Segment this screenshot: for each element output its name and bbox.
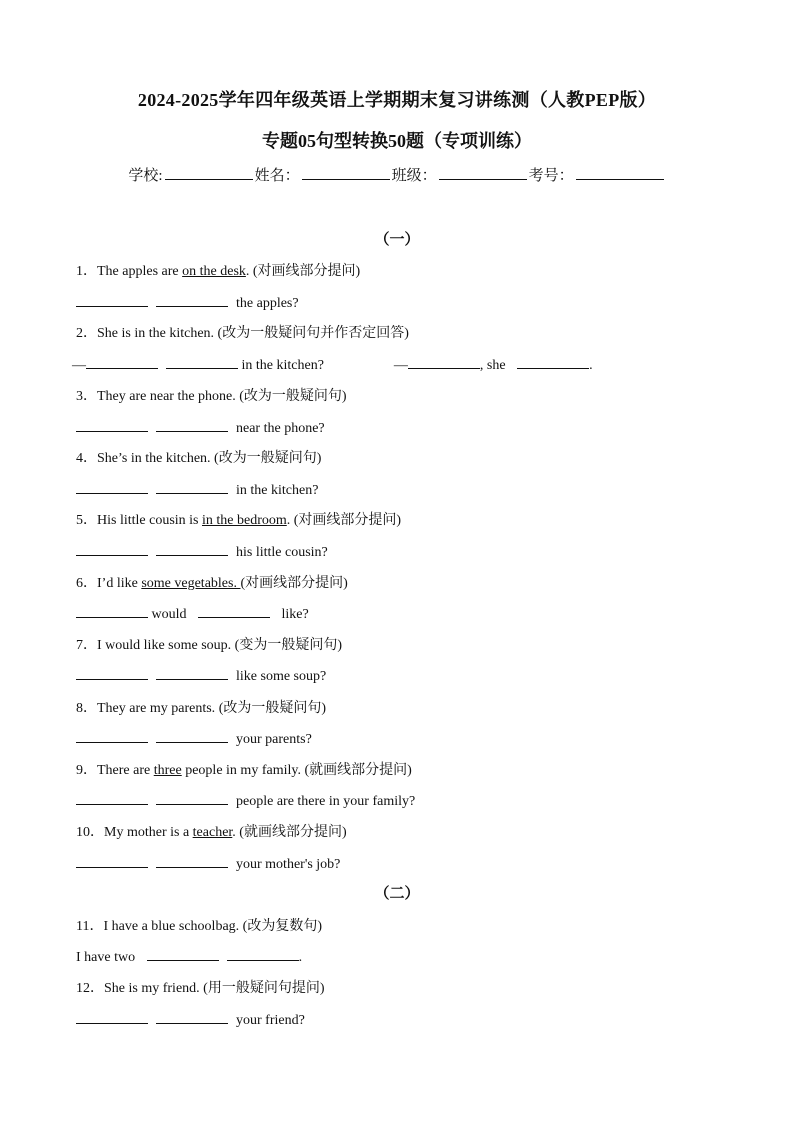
question-5: 5．His little cousin is in the bedroom. (对画线部分提问) [76, 513, 402, 528]
answer-line-5: his little cousin? [76, 541, 328, 561]
instruction: (对画线部分提问) [293, 513, 402, 528]
question-9: 9．There are three people in my family. (就画线部分提问) [76, 763, 412, 778]
answer-line-2: — in the kitchen? — , she . [72, 354, 593, 374]
answer-blank[interactable] [76, 417, 148, 432]
instruction: (改为一般疑问句) [239, 389, 347, 404]
answer-blank[interactable] [76, 603, 148, 618]
worksheet-subtitle: 专题05句型转换50题（专项训练） [262, 131, 532, 151]
answer-blank[interactable] [198, 603, 270, 618]
number-blank[interactable] [576, 165, 664, 180]
answer-line-6: would like? [76, 603, 309, 623]
instruction: (对画线部分提问) [240, 576, 348, 591]
answer-blank[interactable] [517, 354, 589, 369]
underlined-phrase: on the desk [182, 264, 246, 279]
school-label: 学校: [128, 168, 163, 184]
name-blank[interactable] [302, 165, 390, 180]
answer-blank[interactable] [156, 728, 228, 743]
answer-blank[interactable] [76, 292, 148, 307]
answer-blank[interactable] [86, 354, 158, 369]
class-label: 班级： [391, 168, 437, 184]
instruction: (对画线部分提问) [252, 264, 361, 279]
answer-blank[interactable] [227, 946, 299, 961]
question-12: 12．She is my friend. (用一般疑问句提问) [76, 981, 325, 996]
answer-blank[interactable] [76, 853, 148, 868]
answer-line-8: your parents? [76, 728, 312, 748]
instruction: (就画线部分提问) [239, 825, 347, 840]
answer-line-4: in the kitchen? [76, 479, 318, 499]
instruction: (改为复数句) [242, 919, 322, 934]
underlined-phrase: teacher [192, 825, 233, 840]
instruction: (就画线部分提问) [304, 763, 412, 778]
student-info-row [0, 164, 794, 185]
class-blank[interactable] [439, 165, 527, 180]
instruction: (改为一般疑问句) [218, 701, 327, 716]
answer-blank[interactable] [156, 479, 228, 494]
question-8: 8．They are my parents. (改为一般疑问句) [76, 701, 327, 716]
answer-blank[interactable] [156, 292, 228, 307]
answer-line-9: people are there in your family? [76, 790, 415, 810]
underlined-phrase: three [153, 763, 182, 778]
answer-line-12: your friend? [76, 1009, 305, 1029]
question-7: 7．I would like some soup. (变为一般疑问句) [76, 638, 342, 653]
answer-blank[interactable] [156, 417, 228, 432]
answer-line-7: like some soup? [76, 665, 326, 685]
question-2: 2．She is in the kitchen. (改为一般疑问句并作否定回答) [76, 326, 409, 341]
instruction: (改为一般疑问句并作否定回答) [217, 326, 409, 341]
answer-blank[interactable] [147, 946, 219, 961]
answer-blank[interactable] [156, 790, 228, 805]
answer-blank[interactable] [166, 354, 238, 369]
instruction: (用一般疑问句提问) [203, 981, 325, 996]
underlined-phrase: some vegetables. [141, 576, 241, 591]
answer-line-3: near the phone? [76, 417, 325, 437]
answer-line-1: the apples? [76, 292, 299, 312]
answer-blank[interactable] [156, 1009, 228, 1024]
question-1: 1．The apples are on the desk. (对画线部分提问) [76, 264, 361, 279]
instruction: (改为一般疑问句) [214, 451, 322, 466]
answer-blank[interactable] [76, 790, 148, 805]
instruction: (变为一般疑问句) [234, 638, 342, 653]
section-heading-2: （二） [374, 886, 420, 902]
question-10: 10．My mother is a teacher. (就画线部分提问) [76, 825, 347, 840]
answer-blank[interactable] [76, 541, 148, 556]
worksheet-title: 2024-2025学年四年级英语上学期期末复习讲练测（人教PEP版） [137, 90, 657, 110]
answer-blank[interactable] [76, 728, 148, 743]
question-3: 3．They are near the phone. (改为一般疑问句) [76, 389, 347, 404]
underlined-phrase: in the bedroom [202, 513, 287, 528]
answer-blank[interactable] [156, 541, 228, 556]
question-6: 6．I’d like some vegetables. (对画线部分提问) [76, 576, 348, 591]
school-blank[interactable] [165, 165, 253, 180]
answer-blank[interactable] [408, 354, 480, 369]
answer-blank[interactable] [156, 665, 228, 680]
question-4: 4．She’s in the kitchen. (改为一般疑问句) [76, 451, 322, 466]
answer-line-10: your mother's job? [76, 853, 340, 873]
answer-blank[interactable] [76, 479, 148, 494]
answer-blank[interactable] [76, 1009, 148, 1024]
answer-line-11: I have two . [76, 946, 302, 966]
answer-blank[interactable] [156, 853, 228, 868]
number-label: 考号： [528, 168, 574, 184]
section-heading-1: （一） [374, 232, 420, 248]
question-11: 11．I have a blue schoolbag. (改为复数句) [76, 919, 322, 934]
answer-blank[interactable] [76, 665, 148, 680]
name-label: 姓名： [254, 168, 300, 184]
